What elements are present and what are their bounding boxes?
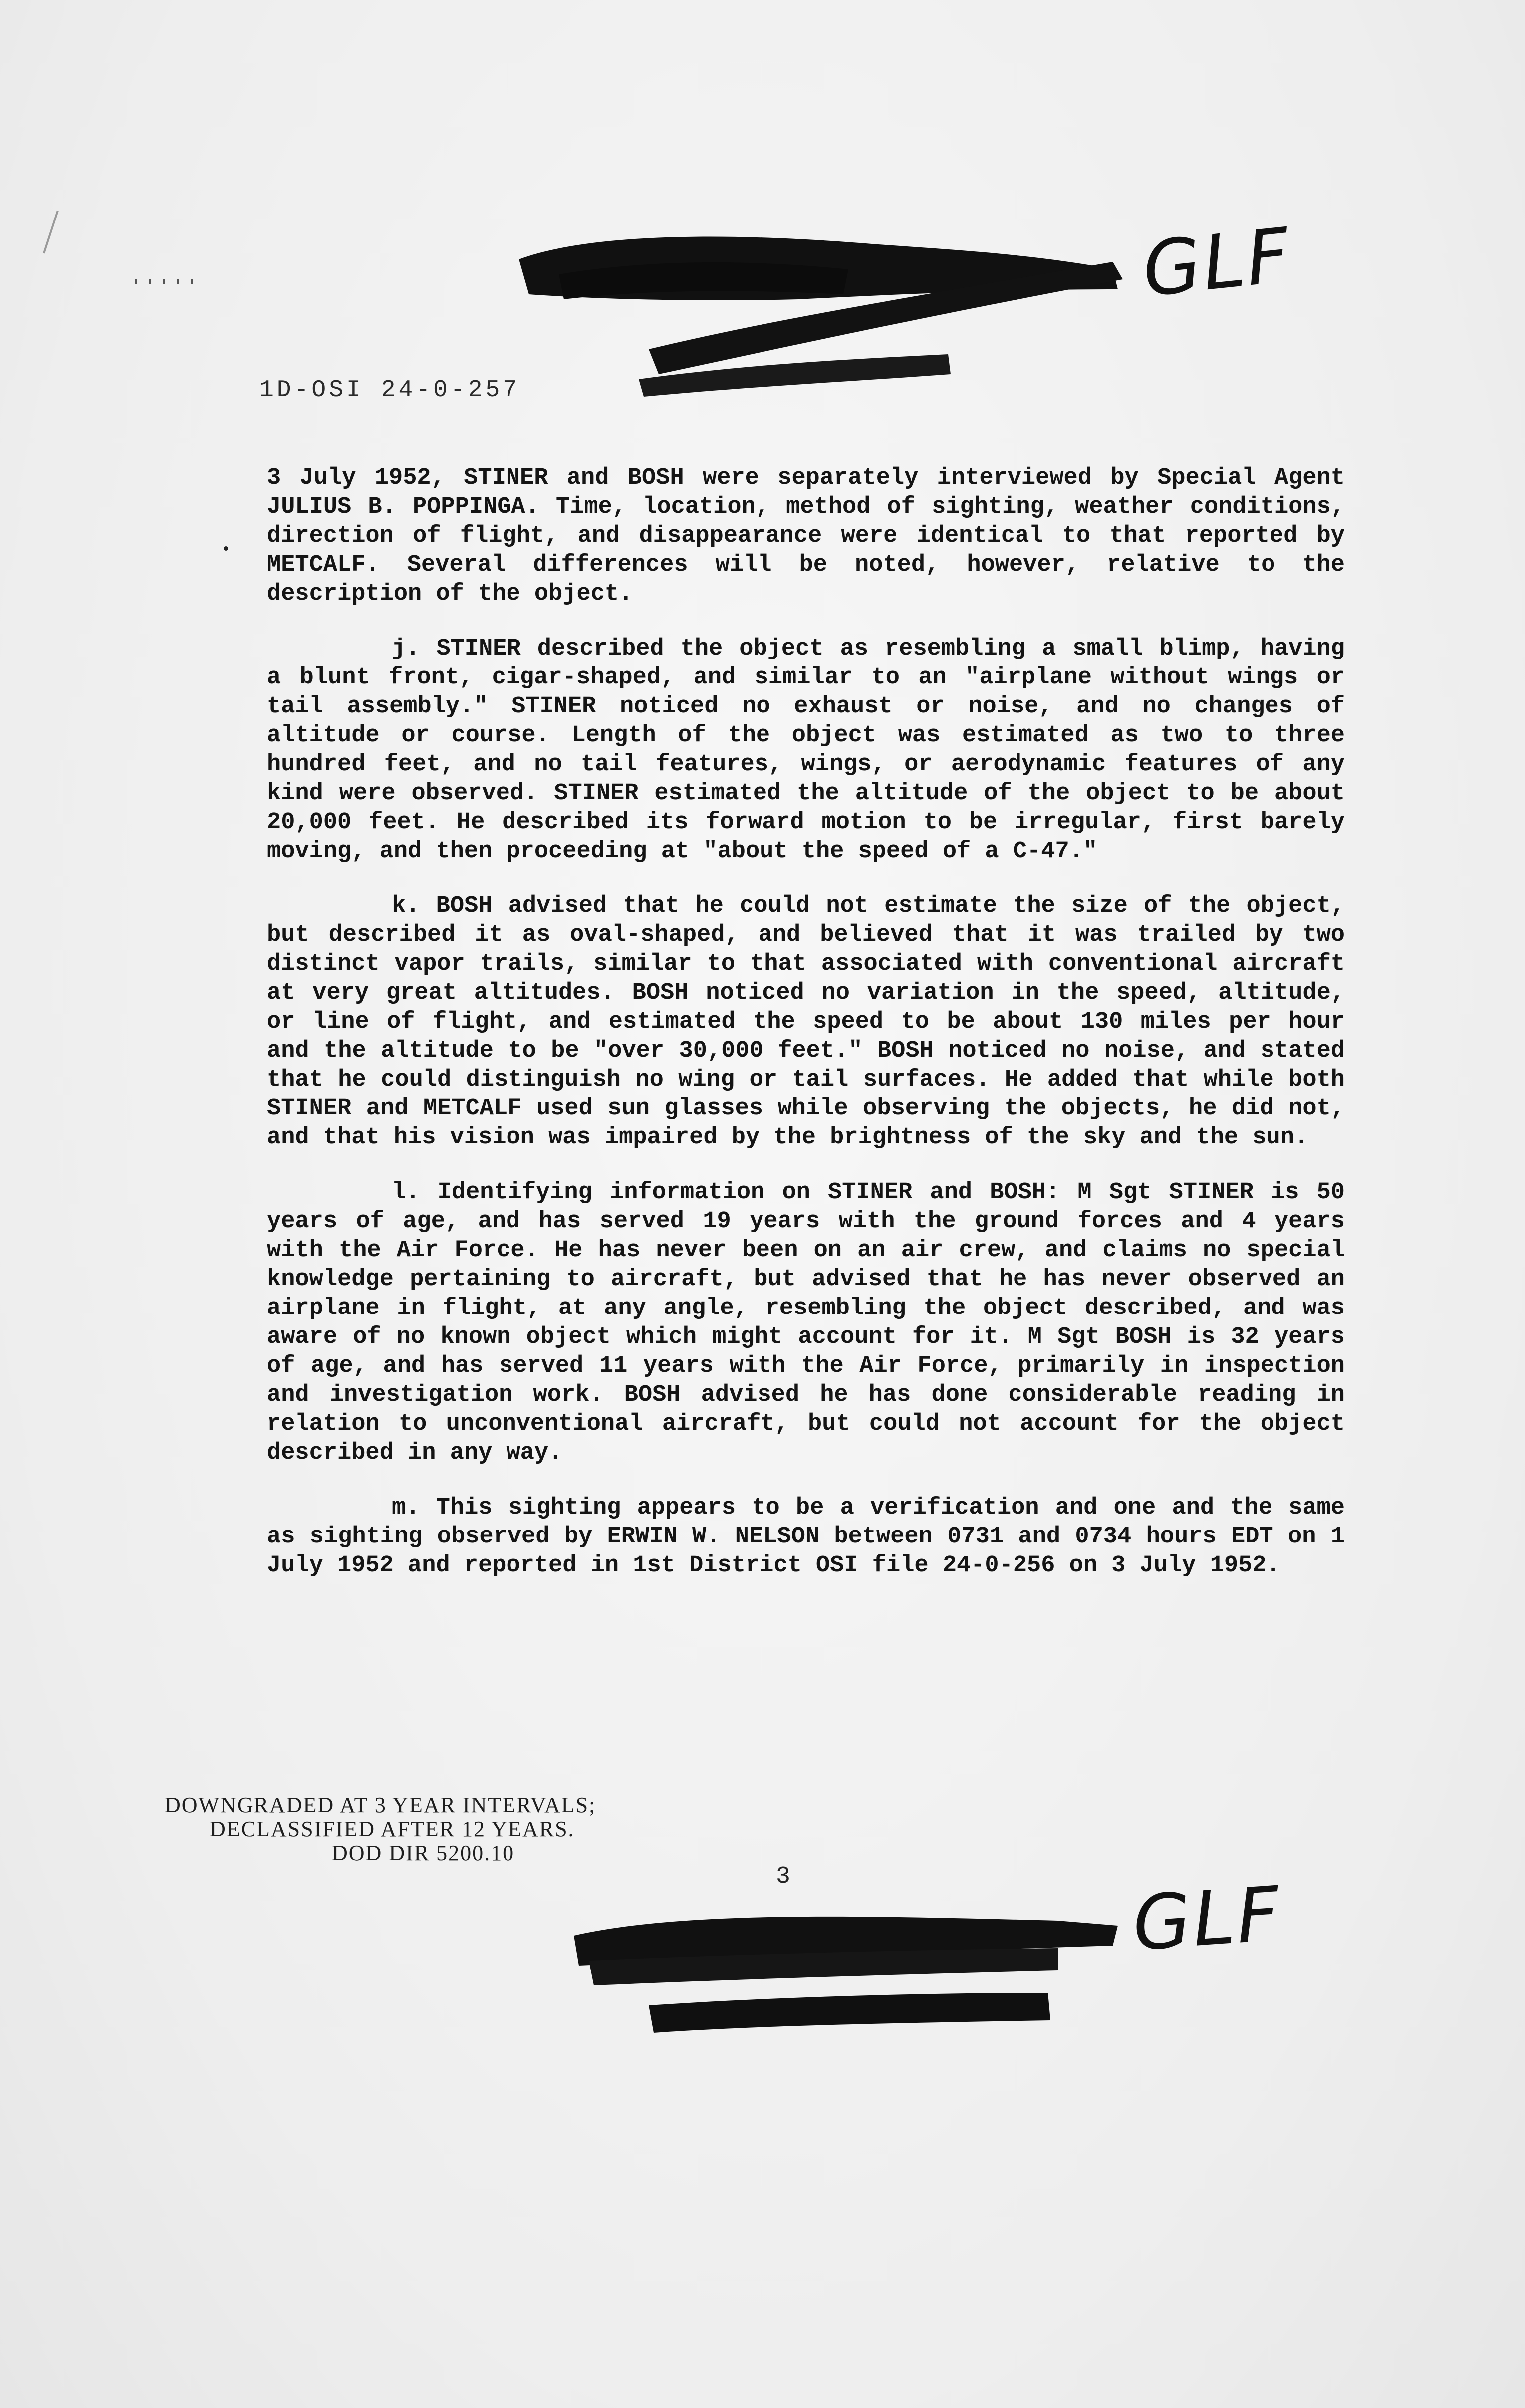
handwritten-initials-bottom: GLF [1130, 1870, 1284, 1968]
file-number: 1D-OSI 24-0-257 [259, 377, 520, 404]
paragraph-intro: 3 July 1952, STINER and BOSH were separately interviewed by Special Agent JULIUS B. POPPINGA. Time, location, method of sighting, weather conditions, direction of flight, and disappearance were identical to that reported by METCALF. Several differences will be noted, however, relative to the description of the object. [267, 465, 1359, 607]
redaction-mark-top [499, 215, 1148, 414]
paragraph-k: k. BOSH advised that he could not estimate the size of the object, but described it as oval-shaped, and believed that it was trailed by two distinct vapor trails, similar to that associated with conventional aircraft at very great altitudes. BOSH noticed no variation in the speed, altitude, or line of flight, and estimated the speed to be about 130 miles per hour and the altitude to be "over 30,000 feet." BOSH noticed no noise, and stated that he could distinguish no wing or tail surfaces. He added that while both STINER and METCALF used sun glasses while observing the objects, he did not, and that his vision was impaired by the brightness of the sky and the sun. [267, 893, 1359, 1151]
paragraph-m: m. This sighting appears to be a verification and one and the same as sighting observed by ERWIN W. NELSON between 0731 and 0734 hours EDT on 1 July 1952 and reported in 1st District OSI file 24-0-256 on 3 July 1952. [267, 1495, 1359, 1579]
redaction-mark-bottom [559, 1891, 1133, 2050]
downgrade-line-3: DOD DIR 5200.10 [332, 1841, 515, 1865]
film-scratch [43, 211, 59, 254]
paragraph-j: j. STINER described the object as resembling a small blimp, having a blunt front, cigar-shaped, and similar to an "airplane without wings or tail assembly." STINER noticed no exhaust or noise, and no changes of altitude or course. Length of the object was estimated as two to three hundred feet, and no tail features, wings, or aerodynamic features of any kind were observed. STINER estimated the altitude of the object to be about 20,000 feet. He described its forward motion to be irregular, first barely moving, and then proceeding at "about the speed of a C-47." [267, 636, 1359, 865]
downgrade-stamp [165, 1793, 596, 1865]
film-specks [135, 279, 195, 284]
report-body [267, 464, 1359, 1606]
page-number: 3 [776, 1863, 790, 1890]
handwritten-initials-top: GLF [1138, 212, 1296, 314]
downgrade-line-2: DECLASSIFIED AFTER 12 YEARS. [210, 1817, 575, 1841]
downgrade-line-1: DOWNGRADED AT 3 YEAR INTERVALS; [165, 1793, 596, 1817]
margin-dot [224, 546, 228, 551]
paragraph-l: l. Identifying information on STINER and BOSH: M Sgt STINER is 50 years of age, and has served 19 years with the ground forces and 4 years with the Air Force. He has never been on an air crew, and claims no special knowledge pertaining to aircraft, but advised that he has never observed an airplane in flight, at any angle, resembling the object described, and was aware of no known object which might account for it. M Sgt BOSH is 32 years of age, and has served 11 years with the Air Force, primarily in inspection and investigation work. BOSH advised he has done considerable reading in relation to unconventional aircraft, but could not account for the object described in any way. [267, 1179, 1359, 1466]
